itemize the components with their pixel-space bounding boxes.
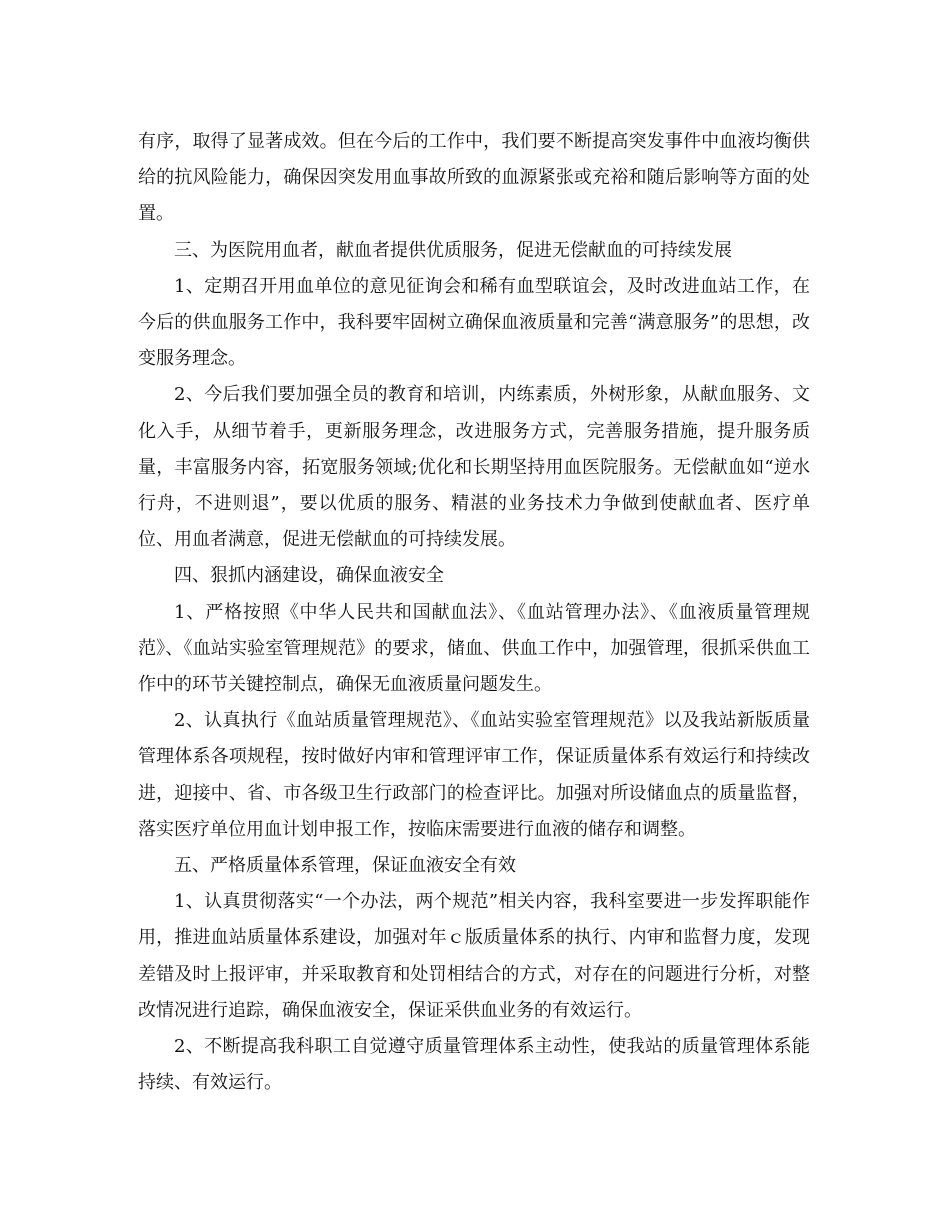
document-body [138, 124, 810, 1101]
section-heading-three: 三、为医院用血者，献血者提供优质服务，促进无偿献血的可持续发展 [174, 239, 732, 261]
section-heading-five: 五、严格质量体系管理，保证血液安全有效 [174, 855, 516, 877]
paragraph-5-2: 2、不断提高我科职工自觉遵守质量管理体系主动性，使我站的质量管理体系能持续、有效运行。 [138, 1036, 810, 1094]
section-heading-four: 四、狠抓内涵建设，确保血液安全 [174, 565, 444, 587]
paragraph-5-1: 1、认真贯彻落实“一个办法，两个规范”相关内容，我科室要进一步发挥职能作用，推进血站质量体系建设，加强对年ｃ版质量体系的执行、内审和监督力度，发现差错及时上报评审，并采取教育和处罚相结合的方式，对存在的问题进行分析，对整改情况进行追踪，确保血液安全，保证采供血业务的有效运行。 [138, 891, 810, 1021]
paragraph-3-2: 2、今后我们要加强全员的教育和培训，内练素质，外树形象，从献血服务、文化入手，从细节着手，更新服务理念，改进服务方式，完善服务措施，提升服务质量，丰富服务内容，拓宽服务领域;优化和长期坚持用血医院服务。无偿献血如“逆水行舟，不进则退”，要以优质的服务、精湛的业务技术力争做到使献血者、医疗单位、用血者满意，促进无偿献血的可持续发展。 [138, 384, 810, 551]
paragraph-3-1: 1、定期召开用血单位的意见征询会和稀有血型联谊会，及时改进血站工作，在今后的供血服务工作中，我科要牢固树立确保血液质量和完善“满意服务”的思想，改变服务理念。 [138, 275, 810, 370]
paragraph-4-2: 2、认真执行《血站质量管理规范》、《血站实验室管理规范》以及我站新版质量管理体系各项规程，按时做好内审和管理评审工作，保证质量体系有效运行和持续改进，迎接中、省、市各级卫生行政部门的检查评比。加强对所设储血点的质量监督，落实医疗单位用血计划申报工作，按临床需要进行血液的储存和调整。 [138, 710, 810, 840]
paragraph-continued-text: 有序，取得了显著成效。但在今后的工作中，我们要不断提高突发事件中血液均衡供给的抗风险能力，确保因突发用血事故所致的血源紧张或充裕和随后影响等方面的处置。 [138, 131, 810, 225]
paragraph-4-1: 1、严格按照《中华人民共和国献血法》、《血站管理办法》、《血液质量管理规范》、《血站实验室管理规范》的要求，储血、供血工作中，加强管理，很抓采供血工作中的环节关键控制点，确保无血液质量问题发生。 [138, 601, 810, 696]
